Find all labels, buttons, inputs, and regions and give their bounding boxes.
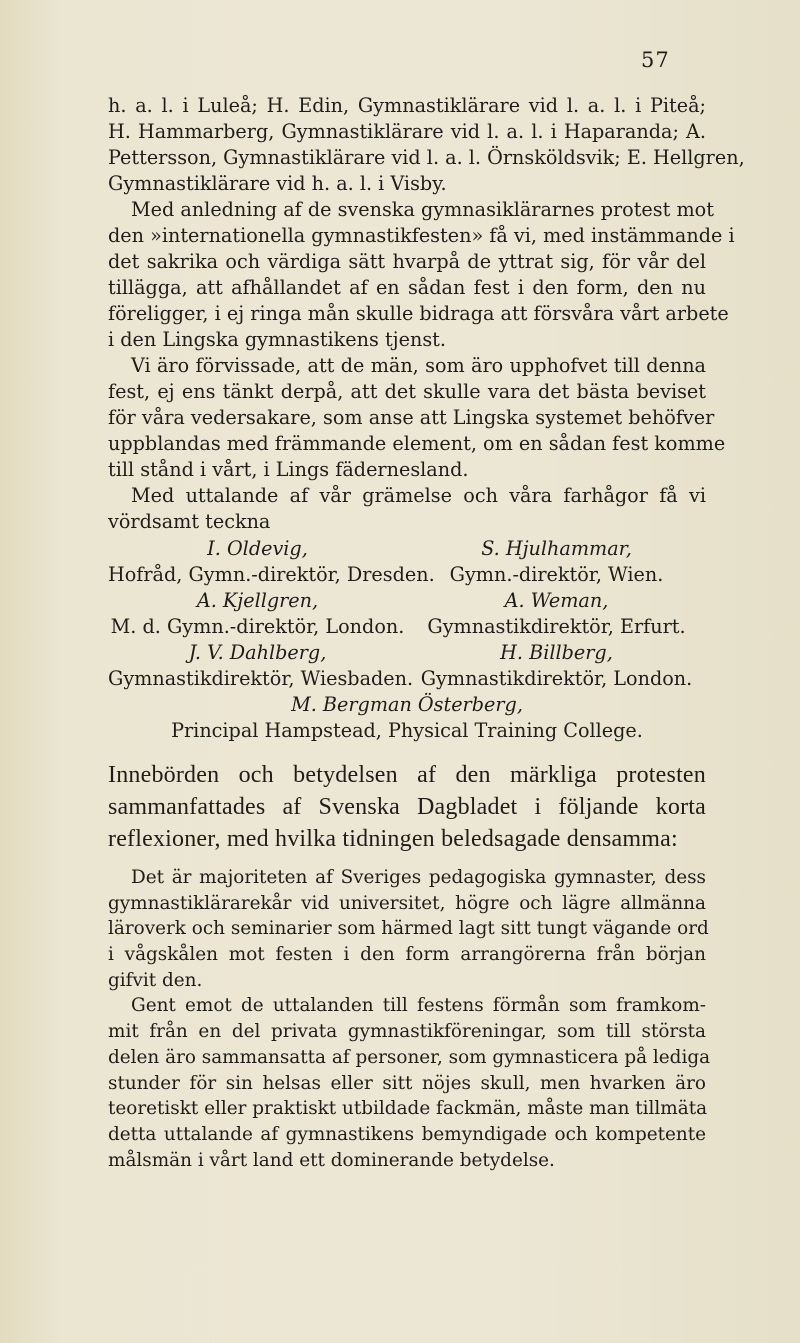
text-line: Med anledning af de svenska gymnasiklärarnes protest mot xyxy=(131,198,714,221)
signature-title: M. d. Gymn.-direktör, London. xyxy=(110,615,405,638)
signature-title: Gymnastikdirektör, London. xyxy=(420,667,693,690)
text-line: gymnastiklärarekår vid universitet, högre och lägre allmänna xyxy=(108,892,706,914)
lead-paragraph xyxy=(108,759,706,855)
text-line: målsmän i vårt land ett dominerande betydelse. xyxy=(108,1149,555,1171)
text-line: detta uttalande af gymnastikens bemyndigade och kompetente xyxy=(108,1123,706,1145)
signature-title: Gymnastikdirektör, Erfurt. xyxy=(427,615,686,638)
text-line: Med uttalande af vår grämelse och våra farhågor få vi xyxy=(131,484,706,507)
signature-name: J. V. Dahlberg, xyxy=(188,641,327,664)
text-line: tillägga, att afhållandet af en sådan fest i den form, den nu xyxy=(108,276,706,299)
page-number: 57 xyxy=(641,48,670,72)
signature-name: A. Kjellgren, xyxy=(196,589,319,612)
signature-row xyxy=(108,562,706,588)
lead-line: reflexioner, med hvilka tidningen beledsagade densamma: xyxy=(108,826,678,852)
signature-name: I. Oldevig, xyxy=(207,537,308,560)
text-line: h. a. l. i Luleå; H. Edin, Gymnastiklärare vid l. a. l. i Piteå; xyxy=(108,94,706,117)
text-line: det sakrika och värdiga sätt hvarpå de yttrat sig, för vår del xyxy=(108,250,706,273)
signature-name: A. Weman, xyxy=(504,589,609,612)
text-block xyxy=(108,93,745,1173)
quote-paragraph-2 xyxy=(108,993,711,1173)
signature-row xyxy=(108,666,706,692)
text-line: stunder för sin helsas eller sitt nöjes skull, men hvarken äro xyxy=(108,1072,706,1094)
signature-name: H. Billberg, xyxy=(500,641,613,664)
text-line: mit från en del privata gymnastikföreningar, som till största xyxy=(108,1021,706,1043)
intro-paragraph xyxy=(108,93,745,197)
text-line: i vågskålen mot festen i den form arrangörerna från början xyxy=(108,944,706,966)
text-line: den »internationella gymnastikfesten» få vi, med instämmande i xyxy=(108,224,735,247)
text-line: Gymnastiklärare vid h. a. l. i Visby. xyxy=(108,172,447,195)
signature-row xyxy=(108,614,706,640)
text-line: Vi äro förvissade, att de män, som äro upphofvet till denna xyxy=(131,354,706,377)
signature-block xyxy=(108,536,706,744)
signature-title: Gymnastikdirektör, Wiesbaden. xyxy=(108,667,414,690)
signature-row xyxy=(108,718,706,744)
lead-line: Innebörden och betydelsen af den märkliga protesten xyxy=(108,762,706,788)
text-line: läroverk och seminarier som härmed lagt sitt tungt vägande ord xyxy=(108,918,709,940)
quote-paragraph-1 xyxy=(108,865,709,993)
signature-row xyxy=(108,640,706,666)
text-line: Gent emot de uttalanden till festens förmån som framkom- xyxy=(131,995,706,1017)
text-line: fest, ej ens tänkt derpå, att det skulle vara det bästa beviset xyxy=(108,380,706,403)
paragraph-2 xyxy=(108,353,726,483)
text-line: delen äro sammansatta af personer, som gymnasticera på lediga xyxy=(108,1046,711,1068)
signature-row xyxy=(108,692,706,718)
text-line: vördsamt teckna xyxy=(108,510,271,533)
signature-name: S. Hjulhammar, xyxy=(481,537,632,560)
final-signature-title: Principal Hampstead, Physical Training College. xyxy=(171,719,643,742)
signature-title: Hofråd, Gymn.-direktör, Dresden. xyxy=(108,563,435,586)
text-line: H. Hammarberg, Gymnastiklärare vid l. a. l. i Haparanda; A. xyxy=(108,120,706,143)
text-line: till stånd i vårt, i Lings fädernesland. xyxy=(108,458,469,481)
signature-row xyxy=(108,536,706,562)
final-signature-name: M. Bergman Österberg, xyxy=(291,693,523,716)
quote-block xyxy=(108,865,711,1173)
lead-line: sammanfattades af Svenska Dagbladet i följande korta xyxy=(108,794,706,820)
text-line: uppblandas med främmande element, om en sådan fest komme xyxy=(108,432,726,455)
paragraph-3 xyxy=(108,483,706,535)
text-line: föreligger, i ej ringa mån skulle bidraga att försvåra vårt arbete xyxy=(108,302,729,325)
text-line: i den Lingska gymnastikens tjenst. xyxy=(108,328,446,351)
text-line: gifvit den. xyxy=(108,969,203,991)
text-line: Pettersson, Gymnastiklärare vid l. a. l. Örnsköldsvik; E. Hellgren, xyxy=(108,146,745,169)
text-line: Det är majoriteten af Sveriges pedagogiska gymnaster, dess xyxy=(131,867,706,888)
paragraph-1 xyxy=(108,197,735,353)
text-line: för våra vedersakare, som anse att Lingska systemet behöfver xyxy=(108,406,715,429)
text-line: teoretiskt eller praktiskt utbildade fackmän, måste man tillmäta xyxy=(108,1098,708,1120)
signature-row xyxy=(108,588,706,614)
signature-title: Gymn.-direktör, Wien. xyxy=(449,563,664,586)
